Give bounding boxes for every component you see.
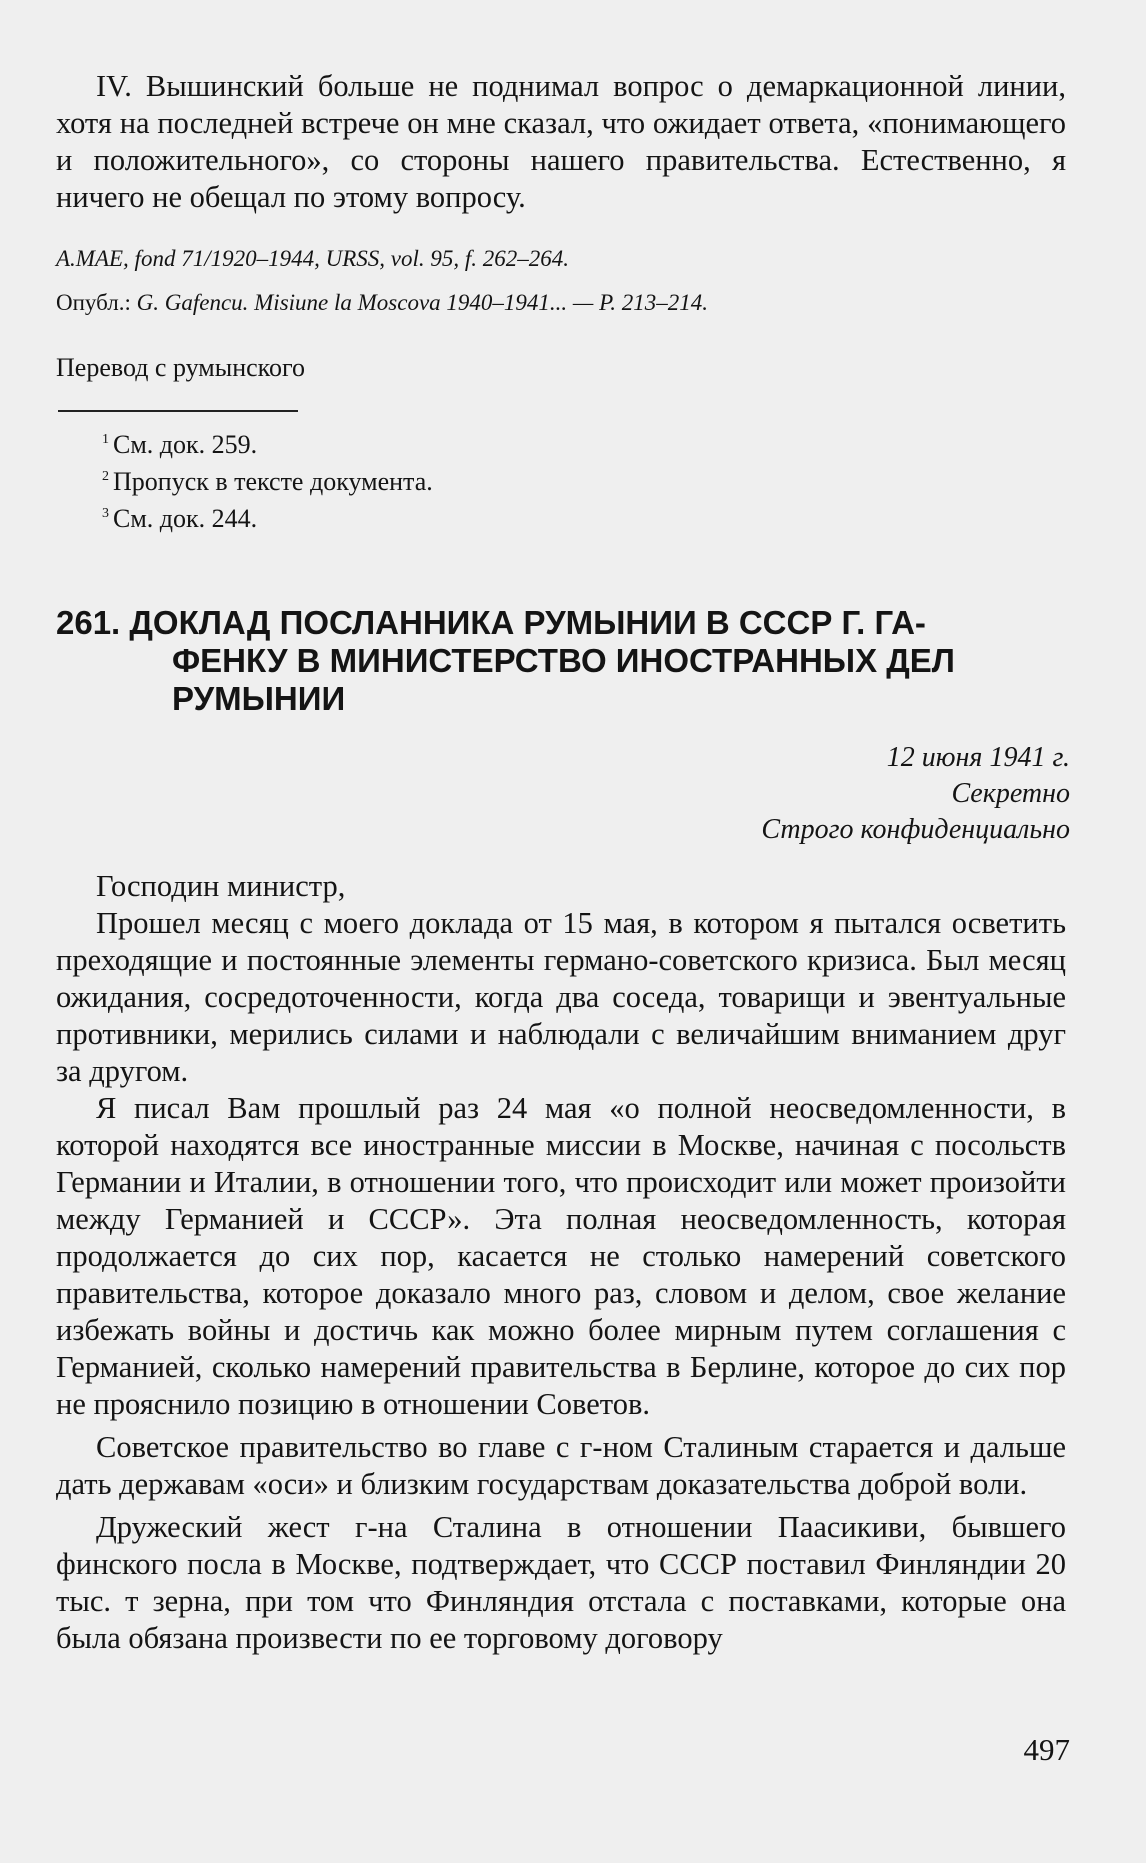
body-paragraph: Прошел месяц с моего доклада от 15 мая, в котором я пытался осветить преходящие и постоянные элементы германо-советского кризиса. Был месяц ожидания, сосредоточенности, когда два соседа, товарищи и эвентуальные противники, мерились силами и наблюдали с величайшим вниманием друг за другом. — [56, 906, 1066, 1088]
section-iv — [56, 68, 1066, 216]
publication-reference — [56, 288, 1066, 318]
section-iv-paragraph: IV. Вышинский больше не поднимал вопрос о демаркационной линии, хотя на последней встрече он мне сказал, что ожидает ответа, «понимающего и положительного», со стороны нашего правительства. Естественно, я ничего не обещал по этому вопросу. — [56, 69, 1066, 214]
footnote-item: $^2$ Пропуск в тексте документа. — [102, 467, 433, 496]
classification-strictly-confidential: Строго конфиденциально — [761, 814, 1070, 845]
document-heading — [56, 604, 1066, 718]
translation-note — [56, 352, 1066, 384]
classification-secret: Секретно — [951, 778, 1070, 809]
body-paragraph: Советское правительство во главе с г-ном Сталиным старается и дальше дать державам «оси» и близким государствам доказательства доброй воли. — [56, 1430, 1066, 1501]
document-heading-continuation: ФЕНКУ В МИНИСТЕРСТВО ИНОСТРАННЫХ ДЕЛ РУМЫНИИ — [172, 642, 955, 717]
translation-note-text: Перевод с румынского — [56, 353, 305, 382]
salutation: Господин министр, — [96, 869, 346, 903]
document-body — [56, 868, 1066, 1657]
publ-label: Опубл.: — [56, 290, 131, 315]
footnote-item: $^1$ См. док. 259. — [102, 430, 258, 459]
page-number: 497 — [1023, 1732, 1070, 1767]
document-date: 12 июня 1941 г. — [886, 742, 1070, 773]
archive-reference — [56, 244, 1066, 274]
document-heading-line-1: 261. ДОКЛАД ПОСЛАННИКА РУМЫНИИ В СССР Г. ГА- — [56, 604, 926, 641]
footnote-divider — [58, 410, 298, 412]
body-paragraph: Дружеский жест г-на Сталина в отношении Паасикиви, бывшего финского посла в Москве, подтверждает, что СССР поставил Финляндии 20 тыс. т зерна, при том что Финляндия отстала с поставками, которые она была обязана произвести по ее торговому договору — [56, 1510, 1066, 1655]
publ-ref-text: G. Gafencu. Misiune la Moscova 1940–1941... — P. 213–214. — [136, 290, 708, 315]
footnote-item: $^3$ См. док. 244. — [102, 504, 258, 533]
body-paragraph: Я писал Вам прошлый раз 24 мая «о полной неосведомленности, в которой находятся все иностранные миссии в Москве, начиная с посольств Германии и Италии, в отношении того, что происходит или может произойти между Германией и СССР». Эта полная неосведомленность, которая продолжается до сих пор, касается не столько намерений советского правительства, которое доказало много раз, словом и делом, свое желание избежать войны и достичь как можно более мирным путем соглашения с Германией, сколько намерений правительства в Берлине, которое до сих пор не прояснило позицию в отношении Советов. — [56, 1091, 1066, 1421]
archive-ref-text: A.MAE, fond 71/1920–1944, URSS, vol. 95, f. 262–264. — [56, 246, 569, 271]
footnotes — [56, 424, 1066, 535]
